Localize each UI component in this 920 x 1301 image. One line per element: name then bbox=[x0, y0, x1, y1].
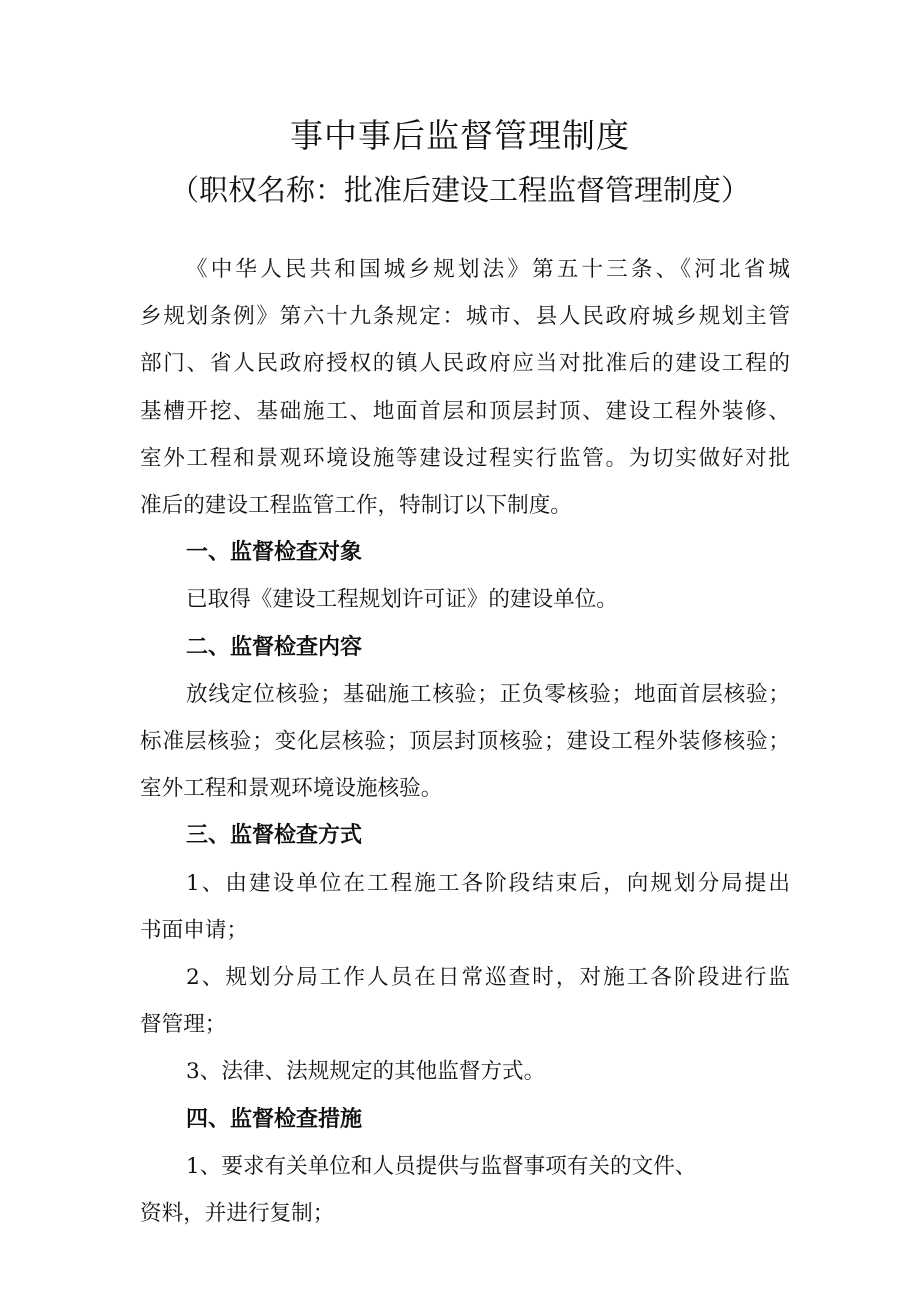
document-body bbox=[140, 246, 790, 1237]
intro-line: 准后的建设工程监管工作，特制订以下制度。 bbox=[140, 493, 572, 519]
intro-line: 《中华人民共和国城乡规划法》第五十三条、《河北省城 bbox=[186, 257, 790, 282]
section-line: 放线定位核验；基础施工核验；正负零核验；地面首层核验； bbox=[186, 681, 790, 707]
list-item-line: 督管理； bbox=[140, 1012, 227, 1038]
list-item-line: 3、法律、法规规定的其他监督方式。 bbox=[186, 1059, 546, 1085]
section-line: 标准层核验；变化层核验；顶层封顶核验；建设工程外装修核验； bbox=[140, 729, 790, 755]
section-heading: 一、监督检查对象 bbox=[186, 540, 363, 566]
intro-paragraph bbox=[140, 246, 790, 529]
section-heading: 二、监督检查内容 bbox=[186, 634, 363, 660]
intro-line: 部门、省人民政府授权的镇人民政府应当对批准后的建设工程的 bbox=[140, 351, 790, 377]
list-item-line: 1、要求有关单位和人员提供与监督事项有关的文件、 bbox=[186, 1153, 697, 1179]
section-heading: 四、监督检查措施 bbox=[186, 1106, 363, 1132]
document-subtitle: （职权名称：批准后建设工程监督管理制度） bbox=[169, 173, 750, 207]
list-item-line: 资料，并进行复制； bbox=[140, 1201, 335, 1227]
intro-line: 基槽开挖、基础施工、地面首层和顶层封顶、建设工程外装修、 bbox=[140, 398, 790, 424]
list-item-line: 2、规划分局工作人员在日常巡查时，对施工各阶段进行监 bbox=[186, 965, 790, 991]
section-line: 已取得《建设工程规划许可证》的建设单位。 bbox=[186, 587, 618, 613]
intro-line: 乡规划条例》第六十九条规定：城市、县人民政府城乡规划主管 bbox=[140, 304, 790, 330]
section-heading: 三、监督检查方式 bbox=[186, 823, 363, 849]
list-item-line: 1、由建设单位在工程施工各阶段结束后，向规划分局提出 bbox=[186, 870, 790, 896]
document-title: 事中事后监督管理制度 bbox=[290, 116, 630, 155]
section-line: 室外工程和景观环境设施核验。 bbox=[140, 776, 443, 802]
list-item-line: 书面申请； bbox=[140, 917, 248, 943]
intro-line: 室外工程和景观环境设施等建设过程实行监管。为切实做好对批 bbox=[140, 445, 790, 471]
